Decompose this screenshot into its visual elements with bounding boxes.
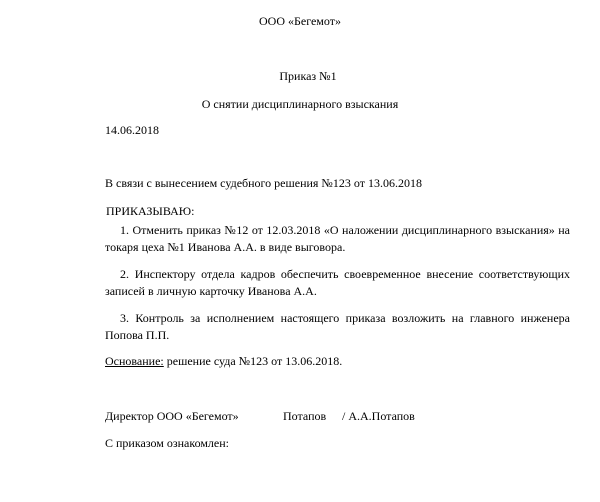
signature-position: Директор ООО «Бегемот» (105, 409, 239, 423)
order-title: Приказ №1 (279, 69, 337, 83)
signature-name: / А.А.Потапов (342, 409, 415, 423)
order-command: ПРИКАЗЫВАЮ: (106, 204, 195, 218)
order-basis (105, 354, 342, 368)
order-preamble: В связи с вынесением судебного решения №123 от 13.06.2018 (105, 176, 422, 190)
order-date: 14.06.2018 (105, 123, 159, 137)
order-item-3: 3. Контроль за исполнением настоящего приказа возложить на главного инженера Попова П.П. (105, 311, 570, 342)
order-item-1: 1. Отменить приказ №12 от 12.03.2018 «О наложении дисциплинарного взыскания» на токаря цеха №1 Иванова А.А. в виде выговора. (105, 223, 570, 254)
order-subject: О снятии дисциплинарного взыскания (201, 97, 399, 111)
basis-text: решение суда №123 от 13.06.2018. (163, 354, 343, 368)
basis-label: Основание: (105, 354, 164, 368)
company-name: ООО «Бегемот» (259, 14, 341, 28)
signature-sign: Потапов (283, 409, 327, 423)
order-item-2: 2. Инспектору отдела кадров обеспечить своевременное внесение соответствующих записей в личную карточку Иванова А.А. (105, 267, 570, 298)
acknowledgement-label: С приказом ознакомлен: (105, 436, 230, 450)
